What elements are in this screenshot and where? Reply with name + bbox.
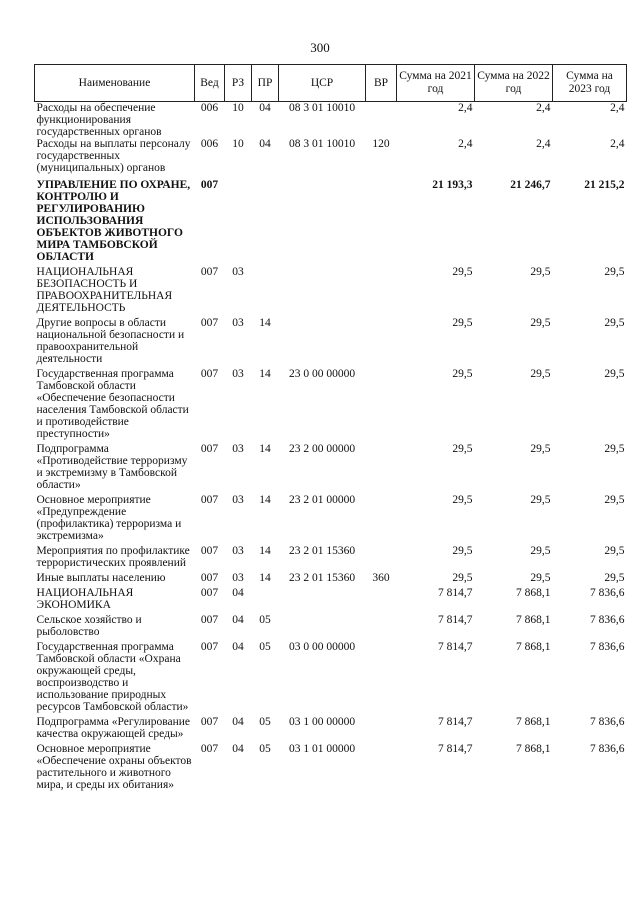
- row-vr: [366, 263, 397, 314]
- table-row: [35, 611, 627, 638]
- row-csr: [279, 314, 366, 365]
- row-vr: [366, 491, 397, 542]
- row-vr: [366, 740, 397, 791]
- row-pr: [252, 263, 279, 314]
- row-ved: 007: [200, 179, 219, 191]
- row-sum-2021: 7 814,7: [438, 587, 473, 599]
- row-csr: 03 0 00 00000: [288, 641, 356, 653]
- row-rz: 10: [232, 102, 244, 114]
- row-rz: [225, 174, 252, 263]
- row-sum-2023: 29,5: [604, 443, 625, 455]
- row-sum-2022: 7 868,1: [516, 743, 551, 755]
- row-sum-2022: 7 868,1: [516, 587, 551, 599]
- row-sum-2023: 29,5: [604, 572, 625, 584]
- row-sum-2023: 29,5: [604, 317, 625, 329]
- table-body: [35, 102, 627, 792]
- row-rz: 03: [232, 266, 244, 278]
- table-row: [35, 102, 627, 139]
- row-name: Основное мероприятие «Обеспечение охраны объектов растительного и животного мира, и среды их обитания»: [36, 743, 192, 791]
- row-vr: [366, 440, 397, 491]
- row-sum-2021: 29,5: [452, 443, 473, 455]
- row-sum-2021: 21 193,3: [432, 179, 473, 191]
- row-vr: 360: [372, 572, 390, 584]
- row-pr: 14: [259, 572, 271, 584]
- header-sum-2023: Сумма на 2023 год: [553, 65, 627, 102]
- row-pr: [252, 584, 279, 611]
- row-sum-2022: 7 868,1: [516, 641, 551, 653]
- row-name: Подпрограмма «Регулирование качества окружающей среды»: [36, 716, 191, 740]
- row-name: Основное мероприятие «Предупреждение (профилактика) терроризма и экстремизма»: [36, 494, 182, 542]
- header-sum-2021: Сумма на 2021 год: [397, 65, 475, 102]
- header-name: Наименование: [35, 65, 195, 102]
- row-csr: 23 0 00 00000: [288, 368, 356, 380]
- row-pr: [252, 174, 279, 263]
- row-csr: [279, 611, 366, 638]
- row-rz: 03: [232, 545, 244, 557]
- row-csr: 23 2 00 00000: [288, 443, 356, 455]
- row-sum-2022: 29,5: [530, 545, 551, 557]
- row-pr: 05: [259, 641, 271, 653]
- row-vr: [366, 584, 397, 611]
- row-rz: 03: [232, 317, 244, 329]
- row-rz: 10: [232, 138, 244, 150]
- row-sum-2022: 29,5: [530, 443, 551, 455]
- table-row: [35, 584, 627, 611]
- row-sum-2023: 29,5: [604, 494, 625, 506]
- table-row: [35, 638, 627, 713]
- row-sum-2021: 7 814,7: [438, 743, 473, 755]
- row-sum-2023: 7 836,6: [590, 587, 625, 599]
- row-sum-2022: 29,5: [530, 494, 551, 506]
- row-ved: 007: [200, 641, 219, 653]
- table-row: [35, 542, 627, 569]
- row-name: УПРАВЛЕНИЕ ПО ОХРАНЕ, КОНТРОЛЮ И РЕГУЛИРОВАНИЮ ИСПОЛЬЗОВАНИЯ ОБЪЕКТОВ ЖИВОТНОГО МИРА ТАМБОВСКОЙ ОБЛАСТИ: [36, 179, 191, 263]
- row-ved: 007: [200, 587, 219, 599]
- row-vr: 120: [372, 138, 390, 150]
- row-sum-2023: 7 836,6: [590, 743, 625, 755]
- row-name: Подпрограмма «Противодействие терроризму и экстремизму в Тамбовской области»: [36, 443, 188, 491]
- row-csr: 23 2 01 00000: [288, 494, 356, 506]
- row-ved: 007: [200, 494, 219, 506]
- row-rz: 03: [232, 494, 244, 506]
- row-sum-2022: 21 246,7: [510, 179, 551, 191]
- row-pr: 14: [259, 317, 271, 329]
- row-sum-2023: 2,4: [610, 138, 625, 150]
- row-vr: [366, 174, 397, 263]
- row-sum-2021: 7 814,7: [438, 614, 473, 626]
- header-ved: Вед: [195, 65, 225, 102]
- row-vr: [366, 365, 397, 440]
- row-ved: 007: [200, 266, 219, 278]
- row-csr: 08 3 01 10010: [288, 138, 356, 150]
- row-pr: 14: [259, 545, 271, 557]
- row-sum-2021: 29,5: [452, 266, 473, 278]
- row-sum-2023: 29,5: [604, 368, 625, 380]
- row-pr: 14: [259, 494, 271, 506]
- row-sum-2023: 21 215,2: [584, 179, 625, 191]
- row-sum-2021: 29,5: [452, 494, 473, 506]
- row-pr: 05: [259, 716, 271, 728]
- row-sum-2023: 29,5: [604, 266, 625, 278]
- table-row: [35, 569, 627, 584]
- row-ved: 007: [200, 572, 219, 584]
- row-vr: [366, 638, 397, 713]
- row-csr: [279, 584, 366, 611]
- row-sum-2021: 7 814,7: [438, 641, 473, 653]
- table-row: [35, 740, 627, 791]
- row-name: Государственная программа Тамбовской области «Охрана окружающей среды, воспроизводство и использование природных ресурсов Тамбовской области»: [36, 641, 189, 713]
- row-rz: 04: [232, 614, 244, 626]
- row-sum-2023: 29,5: [604, 545, 625, 557]
- row-sum-2022: 2,4: [536, 102, 551, 114]
- row-sum-2021: 29,5: [452, 572, 473, 584]
- row-csr: [279, 174, 366, 263]
- row-ved: 007: [200, 743, 219, 755]
- row-name: НАЦИОНАЛЬНАЯ ЭКОНОМИКА: [36, 587, 134, 611]
- row-csr: 08 3 01 10010: [288, 102, 356, 114]
- row-sum-2022: 29,5: [530, 572, 551, 584]
- row-sum-2023: 2,4: [610, 102, 625, 114]
- row-sum-2022: 29,5: [530, 317, 551, 329]
- row-vr: [366, 102, 397, 139]
- row-csr: 23 2 01 15360: [288, 572, 356, 584]
- row-vr: [366, 314, 397, 365]
- row-rz: 04: [232, 641, 244, 653]
- row-name: Сельское хозяйство и рыболовство: [36, 614, 142, 638]
- table-row: [35, 491, 627, 542]
- row-sum-2023: 7 836,6: [590, 614, 625, 626]
- row-pr: 04: [259, 138, 271, 150]
- row-vr: [366, 611, 397, 638]
- row-sum-2022: 29,5: [530, 368, 551, 380]
- row-sum-2021: 29,5: [452, 545, 473, 557]
- header-pr: ПР: [252, 65, 279, 102]
- row-vr: [366, 542, 397, 569]
- row-sum-2021: 29,5: [452, 368, 473, 380]
- row-ved: 007: [200, 368, 219, 380]
- row-rz: 03: [232, 443, 244, 455]
- row-ved: 007: [200, 317, 219, 329]
- row-ved: 006: [200, 138, 219, 150]
- row-csr: 03 1 00 00000: [288, 716, 356, 728]
- table-row: [35, 263, 627, 314]
- row-name: Другие вопросы в области национальной безопасности и правоохранительной деятельности: [36, 317, 185, 365]
- row-sum-2022: 7 868,1: [516, 614, 551, 626]
- row-sum-2021: 7 814,7: [438, 716, 473, 728]
- row-pr: 05: [259, 743, 271, 755]
- row-name: НАЦИОНАЛЬНАЯ БЕЗОПАСНОСТЬ И ПРАВООХРАНИТЕЛЬНАЯ ДЕЯТЕЛЬНОСТЬ: [36, 266, 173, 314]
- row-rz: 04: [232, 587, 244, 599]
- row-name: Иные выплаты населению: [36, 572, 166, 584]
- row-ved: 007: [200, 716, 219, 728]
- row-name: Расходы на выплаты персоналу государственных (муниципальных) органов: [36, 138, 191, 174]
- table-row: [35, 713, 627, 740]
- table-row: [35, 138, 627, 174]
- row-sum-2023: 7 836,6: [590, 716, 625, 728]
- table-row: [35, 314, 627, 365]
- row-sum-2022: 29,5: [530, 266, 551, 278]
- row-csr: [279, 263, 366, 314]
- table-row: [35, 174, 627, 263]
- row-name: Государственная программа Тамбовской области «Обеспечение безопасности населения Тамбовской области и противодействие преступности»: [36, 368, 189, 440]
- row-rz: 03: [232, 368, 244, 380]
- row-ved: 007: [200, 545, 219, 557]
- header-csr: ЦСР: [279, 65, 366, 102]
- row-sum-2021: 2,4: [458, 102, 473, 114]
- row-rz: 04: [232, 743, 244, 755]
- page-number: 300: [310, 40, 330, 55]
- row-pr: 04: [259, 102, 271, 114]
- row-pr: 14: [259, 368, 271, 380]
- row-sum-2021: 29,5: [452, 317, 473, 329]
- row-ved: 007: [200, 614, 219, 626]
- budget-table: [34, 64, 627, 791]
- row-name: Расходы на обеспечение функционирования государственных органов: [36, 102, 162, 138]
- row-pr: 05: [259, 614, 271, 626]
- row-csr: 23 2 01 15360: [288, 545, 356, 557]
- row-ved: 007: [200, 443, 219, 455]
- table-header: [35, 65, 627, 102]
- row-rz: 03: [232, 572, 244, 584]
- row-csr: 03 1 01 00000: [288, 743, 356, 755]
- row-ved: 006: [200, 102, 219, 114]
- header-vr: ВР: [366, 65, 397, 102]
- header-sum-2022: Сумма на 2022 год: [475, 65, 553, 102]
- row-sum-2023: 7 836,6: [590, 641, 625, 653]
- row-rz: 04: [232, 716, 244, 728]
- table-row: [35, 440, 627, 491]
- table-row: [35, 365, 627, 440]
- row-sum-2022: 2,4: [536, 138, 551, 150]
- row-sum-2022: 7 868,1: [516, 716, 551, 728]
- row-name: Мероприятия по профилактике террористических проявлений: [36, 545, 190, 569]
- row-sum-2021: 2,4: [458, 138, 473, 150]
- header-rz: РЗ: [225, 65, 252, 102]
- row-vr: [366, 713, 397, 740]
- row-pr: 14: [259, 443, 271, 455]
